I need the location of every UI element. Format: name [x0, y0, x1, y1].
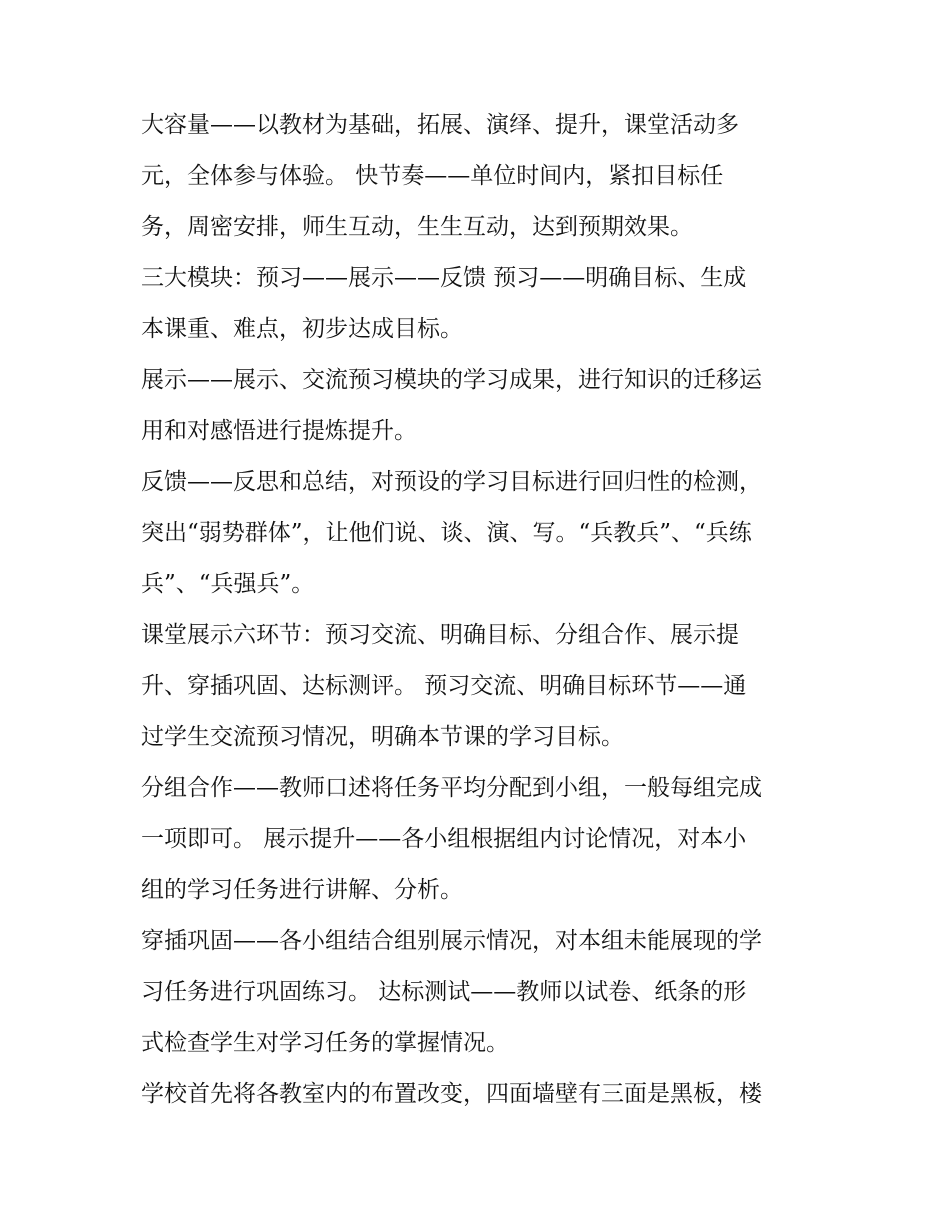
text-line: 穿插巩固——各小组结合组别展示情况，对本组未能展现的学: [141, 928, 762, 954]
text-line: 三大模块：预习——展示——反馈 预习——明确目标、生成: [141, 265, 747, 291]
text-line: 学校首先将各教室内的布置改变，四面墙壁有三面是黑板，楼: [141, 1081, 762, 1107]
document-body: [141, 110, 821, 1130]
text-line: 展示——展示、交流预习模块的学习成果，进行知识的迁移运: [141, 367, 762, 393]
text-line: 课堂展示六环节：预习交流、明确目标、分组合作、展示提: [141, 622, 739, 648]
text-line: 反馈——反思和总结，对预设的学习目标进行回归性的检测，: [141, 469, 762, 495]
text-line: 大容量——以教材为基础，拓展、演绎、提升，课堂活动多: [141, 112, 739, 138]
text-line: 务，周密安排，师生互动，生生互动，达到预期效果。: [141, 214, 693, 240]
text-line: 过学生交流预习情况，明确本节课的学习目标。: [141, 724, 624, 750]
text-line: 突出“弱势群体”，让他们说、谈、演、写。“兵教兵”、“兵练: [141, 520, 752, 546]
text-line: 习任务进行巩固练习。 达标测试——教师以试卷、纸条的形: [141, 979, 747, 1005]
text-line: 一项即可。 展示提升——各小组根据组内讨论情况，对本小: [141, 826, 747, 852]
text-line: 本课重、难点，初步达成目标。: [141, 316, 463, 342]
text-line: 元，全体参与体验。 快节奏——单位时间内，紧扣目标任: [141, 163, 724, 189]
text-line: 分组合作——教师口述将任务平均分配到小组，一般每组完成: [141, 775, 762, 801]
text-line: 式检查学生对学习任务的掌握情况。: [141, 1030, 509, 1056]
text-line: 升、穿插巩固、达标测评。 预习交流、明确目标环节——通: [141, 673, 747, 699]
text-line: 组的学习任务进行讲解、分析。: [141, 877, 463, 903]
text-line: 兵”、“兵强兵”。: [141, 571, 315, 597]
text-line: 用和对感悟进行提炼提升。: [141, 418, 417, 444]
